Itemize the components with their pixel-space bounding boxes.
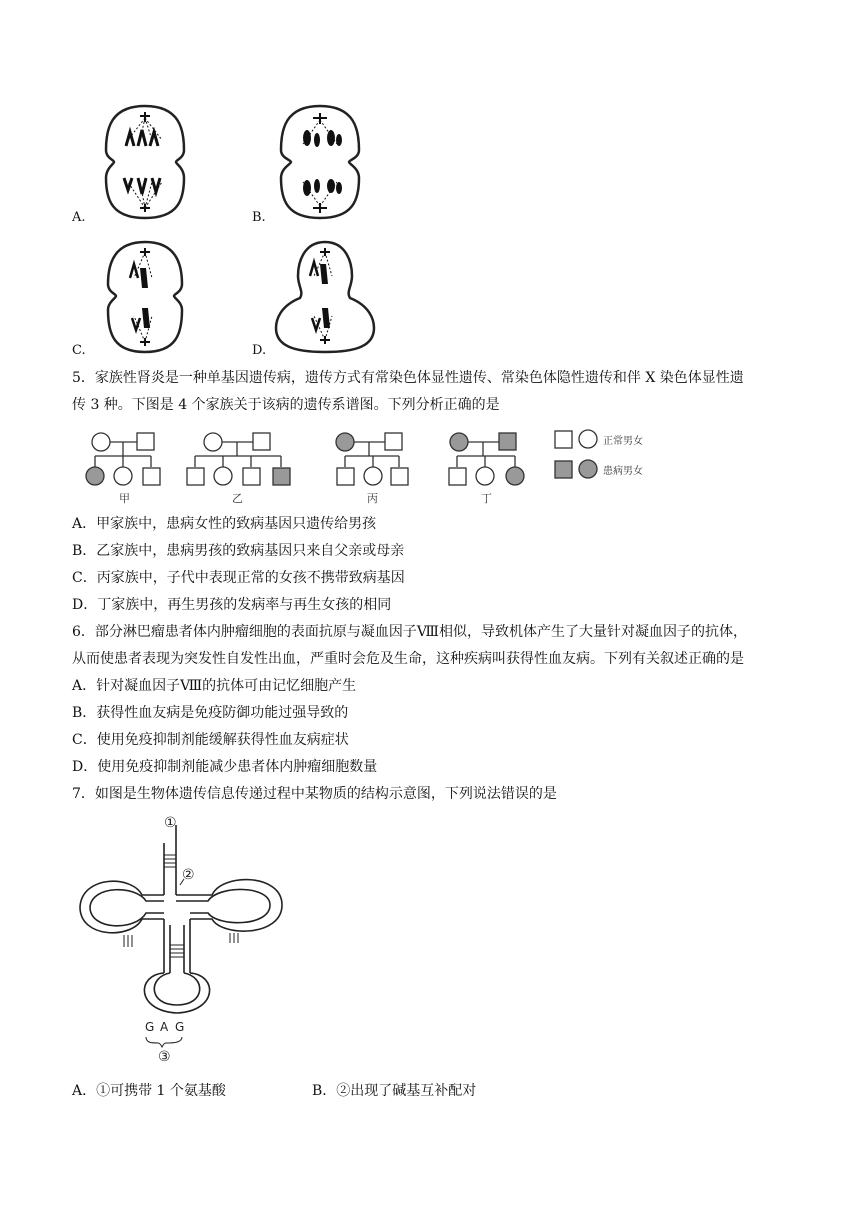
cell-diagram-a	[100, 100, 190, 225]
legend-affected-label: 患病男女	[603, 466, 643, 477]
cell-diagram-d	[270, 236, 380, 356]
q7-stem: 7．如图是生物体遗传信息传递过程中某物质的结构示意图，下列说法错误的是	[72, 786, 557, 802]
trna-label-3: ③	[158, 1049, 171, 1065]
q4-option-d-label[interactable]: D.	[252, 343, 267, 358]
q5-option-a[interactable]: A．甲家族中，患病女性的致病基因只遗传给男孩	[72, 516, 377, 532]
pedigree-label-jia: 甲	[119, 492, 130, 505]
anticodon-base-2: A	[160, 1020, 169, 1034]
pedigree-label-ding: 丁	[481, 492, 492, 505]
q4-option-c-label[interactable]: C.	[72, 343, 86, 358]
anticodon-base-1: G	[145, 1020, 155, 1034]
q5-stem-line2: 传 3 种。下图是 4 个家族关于该病的遗传系谱图。下列分析正确的是	[72, 397, 500, 413]
q6-option-a[interactable]: A．针对凝血因子Ⅷ的抗体可由记忆细胞产生	[72, 678, 357, 694]
q6-stem-line1: 6．部分淋巴瘤患者体内肿瘤细胞的表面抗原与凝血因子Ⅷ相似，导致机体产生了大量针对凝血因子的抗体，	[72, 624, 747, 640]
trna-diagram	[72, 815, 302, 1065]
q6-option-b[interactable]: B．获得性血友病是免疫防御功能过强导致的	[72, 705, 349, 721]
q5-option-d[interactable]: D．丁家族中，再生男孩的发病率与再生女孩的相同	[72, 597, 392, 613]
q6-option-d[interactable]: D．使用免疫抑制剂能减少患者体内肿瘤细胞数量	[72, 759, 378, 775]
q5-option-c[interactable]: C．丙家族中，子代中表现正常的女孩不携带致病基因	[72, 570, 405, 586]
q7-option-b[interactable]: B．②出现了碱基互补配对	[312, 1083, 477, 1099]
q6-option-c[interactable]: C．使用免疫抑制剂能缓解获得性血友病症状	[72, 732, 349, 748]
trna-label-2: ②	[182, 867, 195, 883]
trna-label-1: ①	[164, 815, 177, 831]
q5-stem-line1: 5．家族性肾炎是一种单基因遗传病，遗传方式有常染色体显性遗传、常染色体隐性遗传和伴 X 染色体显性遗	[72, 370, 744, 386]
q7-option-a[interactable]: A．①可携带 1 个氨基酸	[72, 1083, 226, 1099]
pedigree-label-bing: 丙	[367, 492, 378, 505]
q4-option-a-label[interactable]: A.	[72, 210, 86, 225]
q6-stem-line2: 从而使患者表现为突发性自发性出血，严重时会危及生命，这种疾病叫获得性血友病。下列有关叙述正确的是	[72, 651, 744, 667]
q4-option-b-label[interactable]: B.	[252, 210, 266, 225]
cell-diagram-c	[100, 238, 190, 356]
cell-diagram-b	[275, 100, 365, 225]
q5-option-b[interactable]: B．乙家族中，患病男孩的致病基因只来自父亲或母亲	[72, 543, 405, 559]
q5-pedigree-chart	[85, 425, 675, 507]
anticodon-base-3: G	[175, 1020, 185, 1034]
legend-normal-label: 正常男女	[603, 436, 643, 447]
pedigree-label-yi: 乙	[232, 492, 243, 505]
